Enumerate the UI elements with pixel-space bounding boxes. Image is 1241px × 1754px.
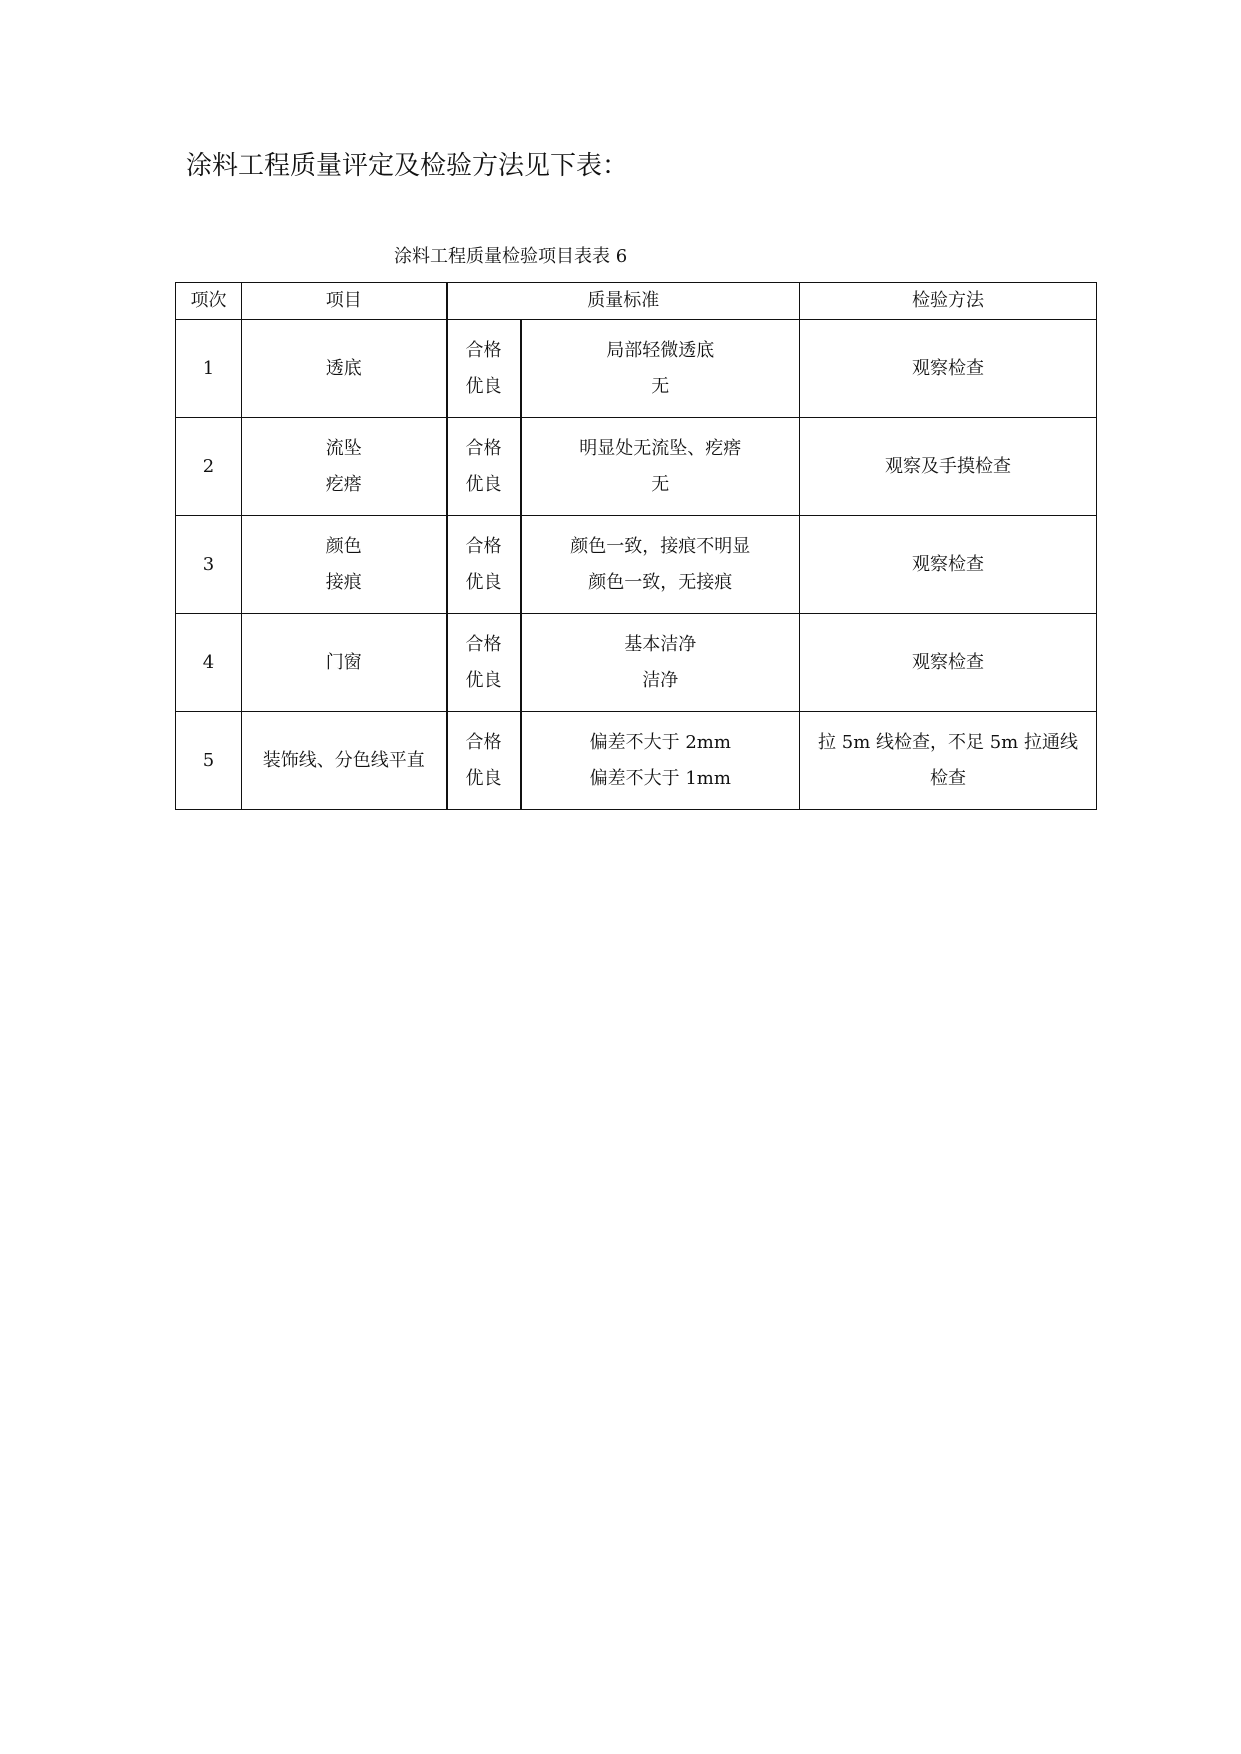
row-item <box>242 320 447 418</box>
row-standards-line: 无 <box>651 375 670 397</box>
table-row <box>176 516 1097 614</box>
header-item: 项目 <box>242 283 447 320</box>
row-item-line: 透底 <box>325 357 362 379</box>
row-grades-line: 优良 <box>465 375 502 397</box>
row-grades-line: 合格 <box>465 339 502 361</box>
row-standards-line: 颜色一致，无接痕 <box>588 571 733 593</box>
row-method-line: 观察及手摸检查 <box>885 455 1011 477</box>
row-item <box>242 712 447 810</box>
row-method <box>800 614 1097 712</box>
row-standards <box>521 712 800 810</box>
row-standards-line: 偏差不大于 1mm <box>589 767 731 789</box>
row-grades <box>447 320 521 418</box>
row-method <box>800 320 1097 418</box>
row-grades-line: 合格 <box>465 633 502 655</box>
row-method-line: 观察检查 <box>912 357 984 379</box>
table-header-row <box>176 283 1097 320</box>
row-method-line: 观察检查 <box>912 553 984 575</box>
row-item-line: 门窗 <box>325 651 362 673</box>
row-item <box>242 614 447 712</box>
table-row <box>176 712 1097 810</box>
row-index: 3 <box>176 516 242 614</box>
row-grades-line: 优良 <box>465 767 502 789</box>
row-grades-line: 合格 <box>465 535 502 557</box>
row-standards-line: 基本洁净 <box>624 633 697 655</box>
quality-inspection-table <box>175 282 1097 810</box>
header-standard: 质量标准 <box>447 283 800 320</box>
row-method <box>800 516 1097 614</box>
row-standards-line: 偏差不大于 2mm <box>589 731 731 753</box>
table-row <box>176 320 1097 418</box>
row-standards <box>521 614 800 712</box>
row-item-line: 装饰线、分色线平直 <box>262 749 425 771</box>
header-method: 检验方法 <box>800 283 1097 320</box>
row-item-line: 颜色 <box>325 535 362 557</box>
row-grades <box>447 516 521 614</box>
row-standards-line: 局部轻微透底 <box>606 339 715 361</box>
row-standards <box>521 516 800 614</box>
table-caption: 涂料工程质量检验项目表表 6 <box>394 246 628 267</box>
row-index: 4 <box>176 614 242 712</box>
row-grades <box>447 712 521 810</box>
row-method-line: 拉 5m 线检查，不足 5m 拉通线 <box>818 731 1078 753</box>
table-row <box>176 614 1097 712</box>
row-grades <box>447 614 521 712</box>
header-index: 项次 <box>176 283 242 320</box>
row-grades-line: 优良 <box>465 669 502 691</box>
row-item-line: 接痕 <box>325 571 362 593</box>
row-item <box>242 516 447 614</box>
row-method <box>800 418 1097 516</box>
row-index: 1 <box>176 320 242 418</box>
row-item <box>242 418 447 516</box>
row-item-line: 流坠 <box>325 437 362 459</box>
row-item-line: 疙瘩 <box>325 473 362 495</box>
row-standards <box>521 320 800 418</box>
table-body <box>176 320 1097 810</box>
row-method-line: 检查 <box>930 767 966 789</box>
row-standards-line: 明显处无流坠、疙瘩 <box>579 437 742 459</box>
row-grades-line: 优良 <box>465 571 502 593</box>
row-grades-line: 合格 <box>465 731 502 753</box>
table-row <box>176 418 1097 516</box>
row-standards <box>521 418 800 516</box>
row-grades-line: 优良 <box>465 473 502 495</box>
row-method <box>800 712 1097 810</box>
intro-text: 涂料工程质量评定及检验方法见下表： <box>186 151 629 181</box>
row-standards-line: 颜色一致，接痕不明显 <box>570 535 751 557</box>
row-grades <box>447 418 521 516</box>
row-grades-line: 合格 <box>465 437 502 459</box>
row-index: 5 <box>176 712 242 810</box>
row-standards-line: 洁净 <box>642 669 679 691</box>
row-standards-line: 无 <box>651 473 670 495</box>
row-method-line: 观察检查 <box>912 651 984 673</box>
row-index: 2 <box>176 418 242 516</box>
